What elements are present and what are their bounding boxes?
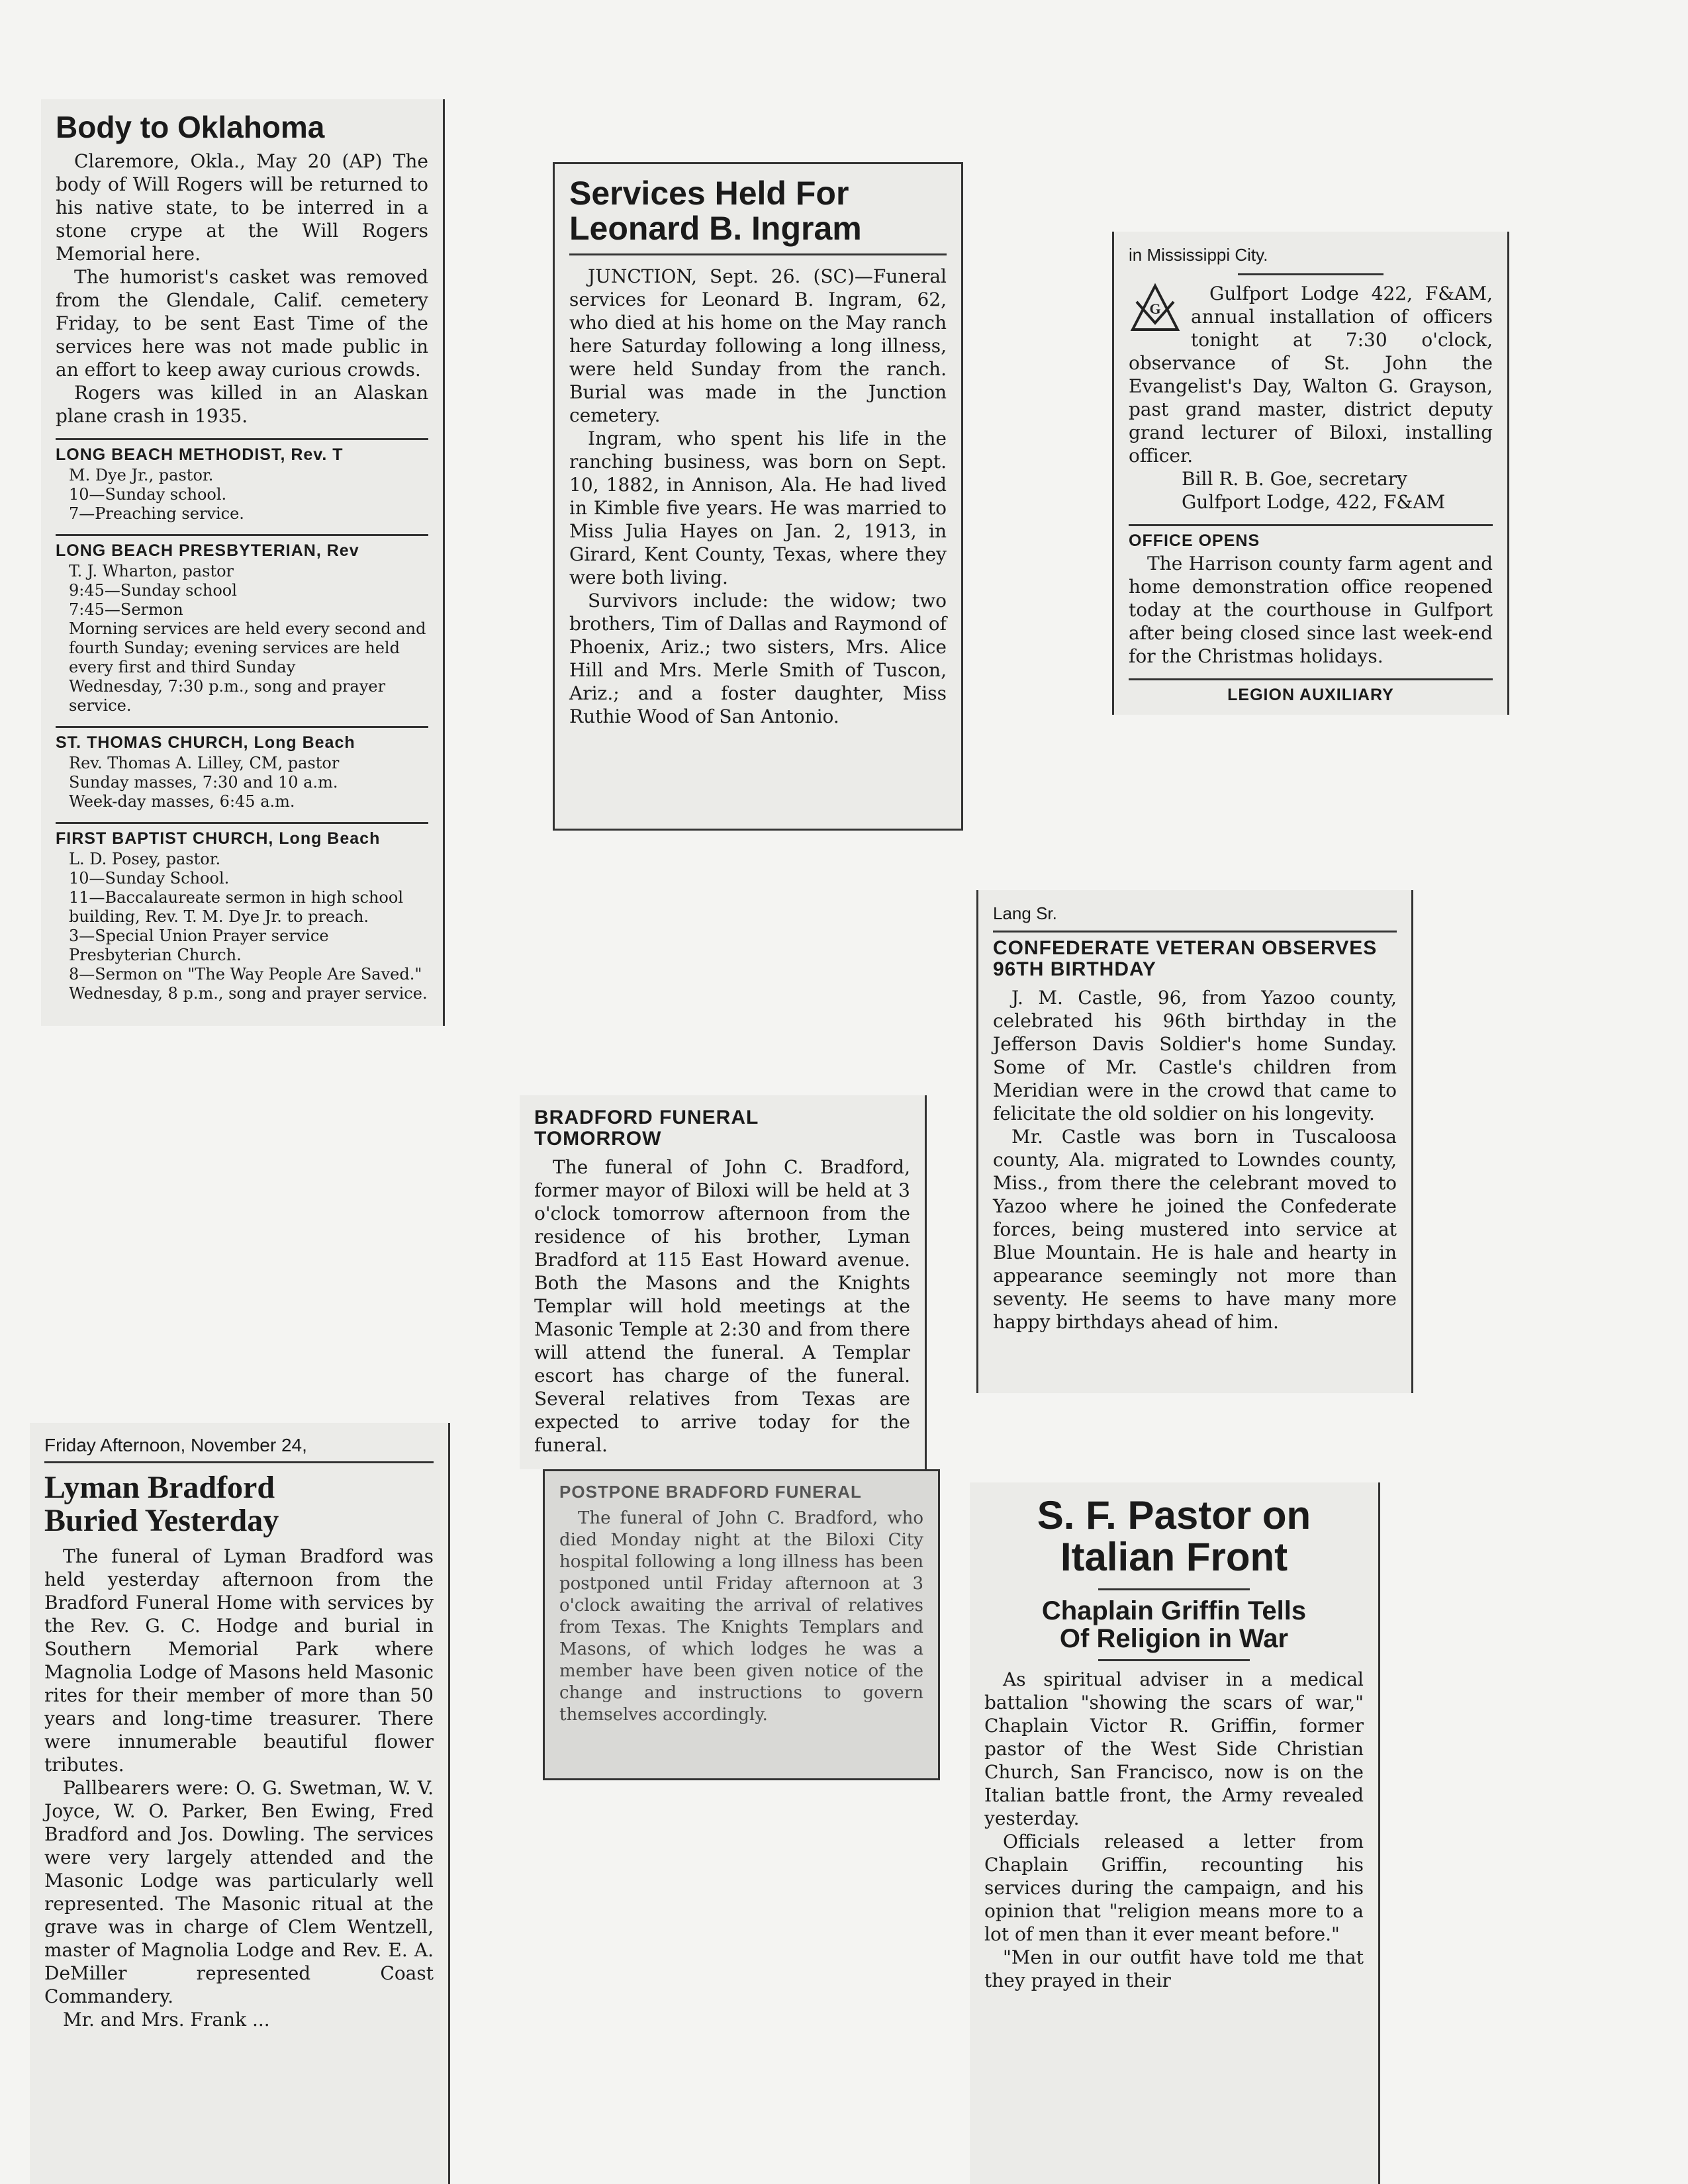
church-line: Rev. Thomas A. Lilley, CM, pastor <box>69 754 340 773</box>
clipping-sf-pastor <box>970 1482 1380 2184</box>
headline: Body to Oklahoma <box>56 110 325 144</box>
headline-line-1: Services Held For <box>569 175 849 212</box>
church-line: 10—Sunday School. <box>69 869 230 888</box>
church-name: FIRST BAPTIST CHURCH, Long Beach <box>56 822 428 848</box>
paragraph: The funeral of Lyman Bradford was held yesterday afternoon from the Bradford Funeral Home with services by the Rev. G. C. Hodge and burial in Southern Memorial Park where Magnolia Lodge of Masons held Masonic rites for their member of more than 50 years and long-time treasurer. There were innumerable beautiful flower tributes. <box>44 1545 434 1776</box>
clipping-confederate-veteran <box>976 890 1413 1393</box>
paragraph: As spiritual adviser in a medical battalion "showing the scars of war," Chaplain Victor R. Griffin, former pastor of the West Side Christian Church, San Francisco, now is on the Italian battle front, the Army revealed yesterday. <box>984 1668 1364 1829</box>
headline-line-2: Buried Yesterday <box>44 1503 279 1539</box>
paragraph: Rogers was killed in an Alaskan plane crash in 1935. <box>56 382 428 428</box>
paragraph: "Men in our outfit have told me that they prayed in their <box>984 1946 1364 1991</box>
paragraph: Mr. and Mrs. Frank ... <box>63 2008 270 2030</box>
headline-line-2: Italian Front <box>1060 1535 1288 1579</box>
bottom-line: LEGION AUXILIARY <box>1129 678 1493 705</box>
church-line: T. J. Wharton, pastor <box>69 562 234 581</box>
church-line: 7:45—Sermon <box>69 600 183 619</box>
top-line: in Mississippi City. <box>1129 245 1268 265</box>
church-line: 10—Sunday school. <box>69 485 227 504</box>
paragraph: J. M. Castle, 96, from Yazoo county, celebrated his 96th birthday in the Jefferson Davis Soldier's home Sunday. Some of Mr. Castle's children from Meridian were in the crowd that came to felicitate the old soldier on his longevity. <box>993 987 1397 1124</box>
subhead-line-1: Chaplain Griffin Tells <box>1041 1596 1307 1625</box>
clipping-bradford-funeral-tomorrow <box>520 1095 927 1469</box>
church-line: M. Dye Jr., pastor. <box>69 466 214 485</box>
church-line: 7—Preaching service. <box>69 504 244 523</box>
clipping-ingram <box>553 162 963 831</box>
paragraph: Claremore, Okla., May 20 (AP) The body of Will Rogers will be returned to his native state, to be interred in a stone crype at the Will Rogers Memorial here. <box>56 150 428 265</box>
headline: POSTPONE BRADFORD FUNERAL <box>559 1482 862 1502</box>
headline-line-1: Lyman Bradford <box>44 1470 275 1505</box>
church-line: 11—Baccalaureate sermon in high school building, Rev. T. M. Dye Jr. to preach. <box>69 888 403 927</box>
paragraph: JUNCTION, Sept. 26. (SC)—Funeral services for Leonard B. Ingram, 62, who died at his home on the May ranch here Saturday following a long illness, were held Sunday from the ranch. Burial was made in the Junction cemetery. <box>569 265 947 426</box>
paragraph: Survivors include: the widow; two brothers, Tim of Dallas and Raymond of Phoenix, Ariz.; two sisters, Mrs. Alice Hill and Mrs. Merle Smith of Tuscon, Ariz.; and a foster daughter, Miss Ruthie Wood of San Antonio. <box>569 590 947 727</box>
paragraph: The funeral of John C. Bradford, who died Monday night at the Biloxi City hospital following a long illness has been postponed until Friday afternoon at 3 o'clock awaiting the arrival of relatives from Texas. The Knights Templars and Masons, of which lodges he was a member have been given notice of the change and instructions to govern themselves accordingly. <box>559 1508 923 1725</box>
church-name: ST. THOMAS CHURCH, Long Beach <box>56 726 428 752</box>
divider <box>1098 1588 1250 1590</box>
paragraph: Mr. Castle was born in Tuscaloosa county, Ala. migrated to Lowndes county, Miss., from there the celebrant moved to Yazoo where he joined the Confederate forces, being mustered into service at Blue Mountain. He is hale and hearty in appearance seemingly not more than seventy. He seems to have many more happy birthdays ahead of him. <box>993 1126 1397 1333</box>
signature-line-2: Gulfport Lodge, 422, F&AM <box>1182 491 1446 513</box>
church-line: 3—Special Union Prayer service Presbyterian Church. <box>69 927 329 965</box>
church-line: 8—Sermon on "The Way People Are Saved." <box>69 965 422 984</box>
headline: CONFEDERATE VETERAN OBSERVES 96TH BIRTHDAY <box>993 937 1378 980</box>
subhead-office-opens: OFFICE OPENS <box>1129 524 1493 551</box>
church-line: Week-day masses, 6:45 a.m. <box>69 792 295 811</box>
paragraph: The humorist's casket was removed from the Glendale, Calif. cemetery Friday, to be sent East Time of the services here was not made public in an effort to keep away curious crowds. <box>56 266 428 381</box>
church-line: Sunday masses, 7:30 and 10 a.m. <box>69 773 338 792</box>
top-line: Lang Sr. <box>993 902 1397 933</box>
clipping-gulfport-lodge <box>1112 232 1509 715</box>
headline-line-2: Leonard B. Ingram <box>569 211 947 256</box>
paragraph: The funeral of John C. Bradford, former mayor of Biloxi will be held at 3 o'clock tomorrow afternoon from the residence of his brother, Lyman Bradford at 115 East Howard avenue. Both the Masons and the Knights Templar will hold meetings at the Masonic Temple at 2:30 and from there will attend the funeral. A Templar escort has charge of the funeral. Several relatives from Texas are expected to arrive today for the funeral. <box>534 1156 910 1456</box>
paragraph: Pallbearers were: O. G. Swetman, W. V. Joyce, W. O. Parker, Ben Ewing, Fred Bradford and Jos. Dowling. The services were very largely attended and the Masonic Lodge was particularly well represented. The Masonic ritual at the grave was in charge of Clem Wentzell, master of Magnolia Lodge and Rev. E. A. DeMiller represented Coast Commandery. <box>44 1776 434 2007</box>
church-name: LONG BEACH METHODIST, Rev. T <box>56 438 428 465</box>
church-line: Morning services are held every second and fourth Sunday; evening services are held every first and third Sunday <box>69 619 426 677</box>
church-line: Wednesday, 7:30 p.m., song and prayer service. <box>69 677 386 715</box>
headline: BRADFORD FUNERAL TOMORROW <box>534 1107 759 1150</box>
paragraph: Ingram, who spent his life in the ranching business, was born on Sept. 10, 1882, in Annison, Ala. He had lived in Kimble five years. He was married to Miss Julia Hayes on Jan. 2, 1913, in Girard, Kent County, Texas, where they were both living. <box>569 428 947 588</box>
church-line: Wednesday, 8 p.m., song and prayer service. <box>69 984 428 1003</box>
headline-line-1: S. F. Pastor on <box>1037 1493 1311 1537</box>
subhead-line-2: Of Religion in War <box>1059 1624 1289 1653</box>
divider <box>1098 1659 1250 1661</box>
clipping-body-to-oklahoma <box>41 99 445 1026</box>
clipping-postpone-bradford-funeral <box>543 1469 940 1780</box>
church-line: 9:45—Sunday school <box>69 581 237 600</box>
signature-line-1: Bill R. B. Goe, secretary <box>1182 468 1407 490</box>
clipping-lyman-bradford <box>30 1423 450 2184</box>
divider <box>1238 273 1383 275</box>
office-text: The Harrison county farm agent and home demonstration office reopened today at the courthouse in Gulfport after being closed since last week-end for the Christmas holidays. <box>1129 553 1493 667</box>
svg-text:G: G <box>1149 300 1161 317</box>
dateline: Friday Afternoon, November 24, <box>44 1435 434 1463</box>
church-name: LONG BEACH PRESBYTERIAN, Rev <box>56 534 428 561</box>
church-line: L. D. Posey, pastor. <box>69 850 221 869</box>
masonic-square-compass-icon <box>1129 282 1182 335</box>
lodge-text: Gulfport Lodge 422, F&AM, annual installation of officers tonight at 7:30 o'clock, observance of St. John the Evangelist's Day, Walton G. Grayson, past grand master, district deputy grand lecturer of Biloxi, installing officer. <box>1129 283 1493 467</box>
paragraph: Officials released a letter from Chaplain Griffin, recounting his services during the campaign, and his opinion that "religion means more to a lot of men than it ever meant before." <box>984 1831 1364 1945</box>
